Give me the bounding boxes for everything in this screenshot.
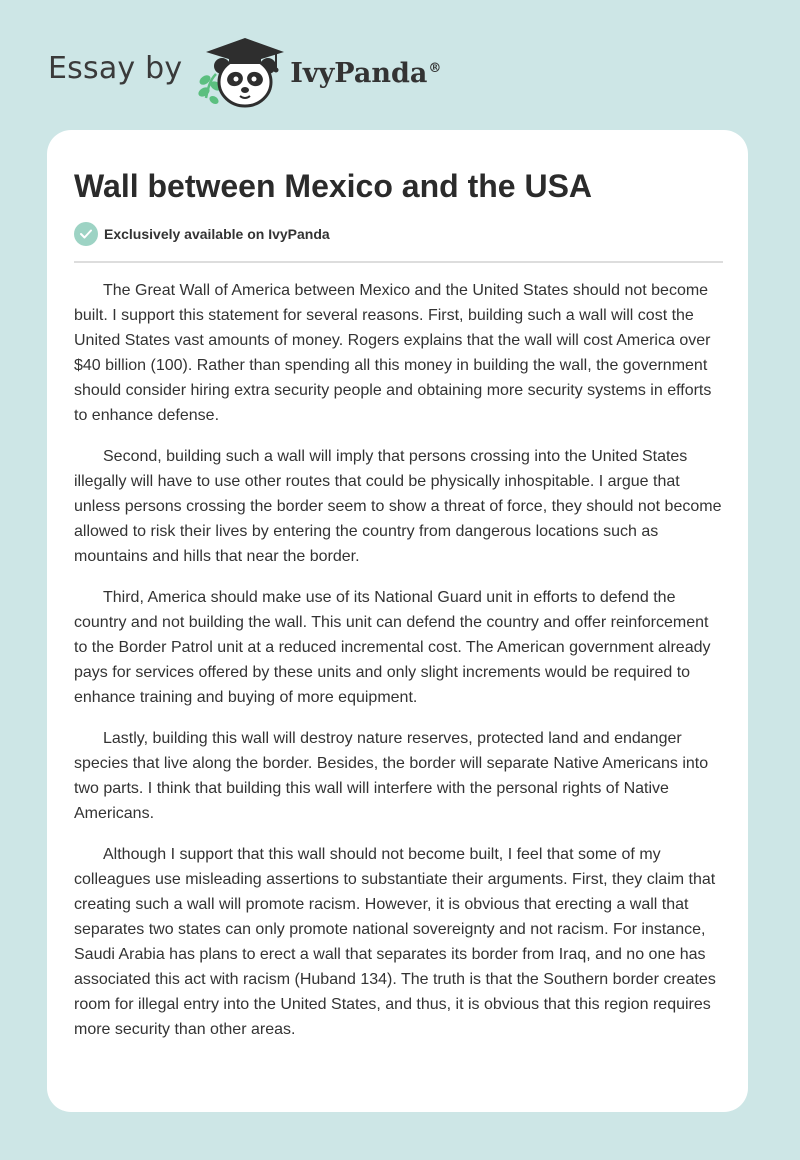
page-title: Wall between Mexico and the USA [74, 168, 593, 204]
paragraph: Second, building such a wall will imply that persons crossing into the United States illegally will have to use other routes that could be physically inhospitable. I argue that unless persons crossing the border seem to show a threat of force, they should not become allowed to risk their lives by entering the country from dangerous locations such as mountains and hills that near the border. [74, 448, 722, 565]
site-header [48, 34, 441, 110]
essay-body [74, 278, 723, 1058]
brand-name-text: IvyPanda [290, 57, 428, 89]
registered-mark: ® [428, 60, 442, 76]
brand-prefix: Essay by [48, 50, 183, 86]
paragraph: Lastly, building this wall will destroy nature reserves, protected land and endanger species that live along the border. Besides, the border will separate Native Americans into two parts. I think that building this wall will interfere with the personal rights of Native Americans. [74, 730, 709, 822]
brand-name[interactable] [290, 58, 441, 89]
divider [74, 261, 723, 263]
badge-label: Exclusively available on IvyPanda [104, 226, 330, 242]
check-circle-icon [74, 222, 98, 246]
panda-logo-icon[interactable] [196, 34, 288, 110]
paragraph: Third, America should make use of its National Guard unit in efforts to defend the country and not building the wall. This unit can defend the country and offer reinforcement to the Border Patrol unit at a reduced incremental cost. The American government already pays for services offered by these units and only slight increments would be required to enhance training and buying of more equipment. [74, 589, 711, 706]
exclusive-badge [74, 222, 330, 246]
essay-card [47, 130, 748, 1112]
paragraph: Although I support that this wall should not become built, I feel that some of my colleagues use misleading assertions to substantiate their arguments. First, they claim that creating such a wall will promote racism. However, it is obvious that erecting a wall that separates two states can only promote national sovereignty and not racism. For instance, Saudi Arabia has plans to erect a wall that separates its border from Iraq, and no one has associated this act with racism (Huband 134). The truth is that the Southern border creates room for illegal entry into the United States, and thus, it is obvious that this region requires more security than other areas. [74, 846, 716, 1038]
paragraph: The Great Wall of America between Mexico and the United States should not become built. I support this statement for several reasons. First, building such a wall will cost the United States vast amounts of money. Rogers explains that the wall will cost America over $40 billion (100). Rather than spending all this money in building the wall, the government should consider hiring extra security people and obtaining more security systems in efforts to enhance defense. [74, 282, 712, 424]
